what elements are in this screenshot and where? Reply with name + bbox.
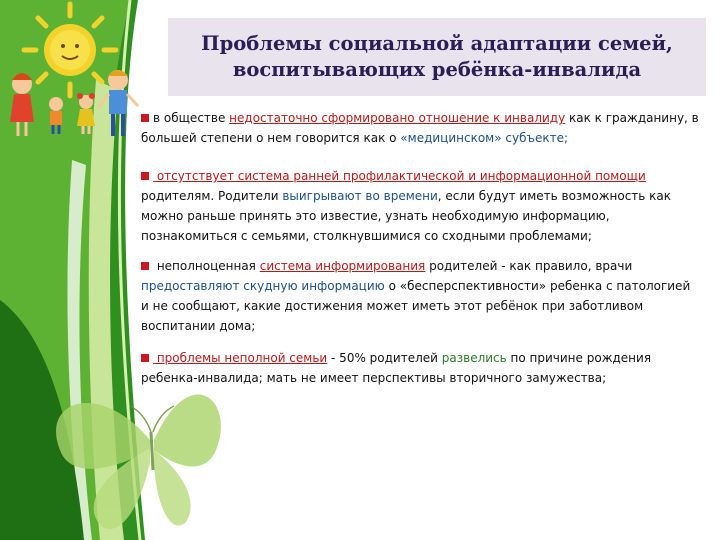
item-text: в обществе — [153, 111, 230, 125]
item-text: субъекте; — [501, 131, 569, 145]
list-item — [141, 348, 701, 388]
bullet-icon — [141, 172, 149, 180]
title-line-1: Проблемы социальной адаптации семей, — [201, 32, 673, 55]
bullet-icon — [141, 262, 149, 270]
page-title — [201, 31, 673, 83]
item-text: , если будут иметь возможность как можно раньше принять это известие, узнать необходимую информацию, познакомиться с семьями, столкнувшимися со сходными проблемами; — [141, 189, 672, 243]
list-item — [141, 108, 701, 148]
list-item — [141, 256, 701, 336]
list-item — [141, 166, 701, 246]
item-text: родителей - как правило, врачи — [425, 259, 633, 273]
item-text: родителям. Родители — [141, 189, 283, 203]
bullet-icon — [141, 354, 149, 362]
item-highlight: отсутствует система ранней профилактической и информационной помощи — [153, 169, 646, 183]
item-highlight: система информирования — [259, 259, 426, 273]
item-highlight: выигрывают во времени — [282, 189, 438, 203]
item-highlight: проблемы неполной семьи — [153, 351, 328, 365]
item-highlight: недостаточно сформировано отношение к инвалиду — [229, 111, 566, 125]
item-text: неполноценная — [153, 259, 260, 273]
bullet-icon — [141, 114, 149, 122]
item-text: как к гражданину, в большей степени о нем говорится как о — [141, 111, 699, 145]
item-text: - 50% родителей — [327, 351, 442, 365]
title-line-2: воспитывающих ребёнка-инвалида — [232, 58, 642, 81]
item-text: по причине рождения ребенка-инвалида; мать не имеет перспективы вторичного замужества; — [141, 351, 652, 385]
item-highlight: «медицинском» — [400, 131, 502, 145]
problem-list — [141, 108, 701, 385]
sun-icon — [24, 4, 116, 96]
item-highlight: развелись — [441, 351, 507, 365]
item-highlight: предоставляют скудную информацию — [141, 279, 385, 293]
item-text: о «бесперспективности» ребенка с патологией и не сообщают, какие достижения может иметь этот ребёнок при заботливом воспитании дома; — [141, 279, 691, 333]
title-box — [168, 18, 706, 96]
